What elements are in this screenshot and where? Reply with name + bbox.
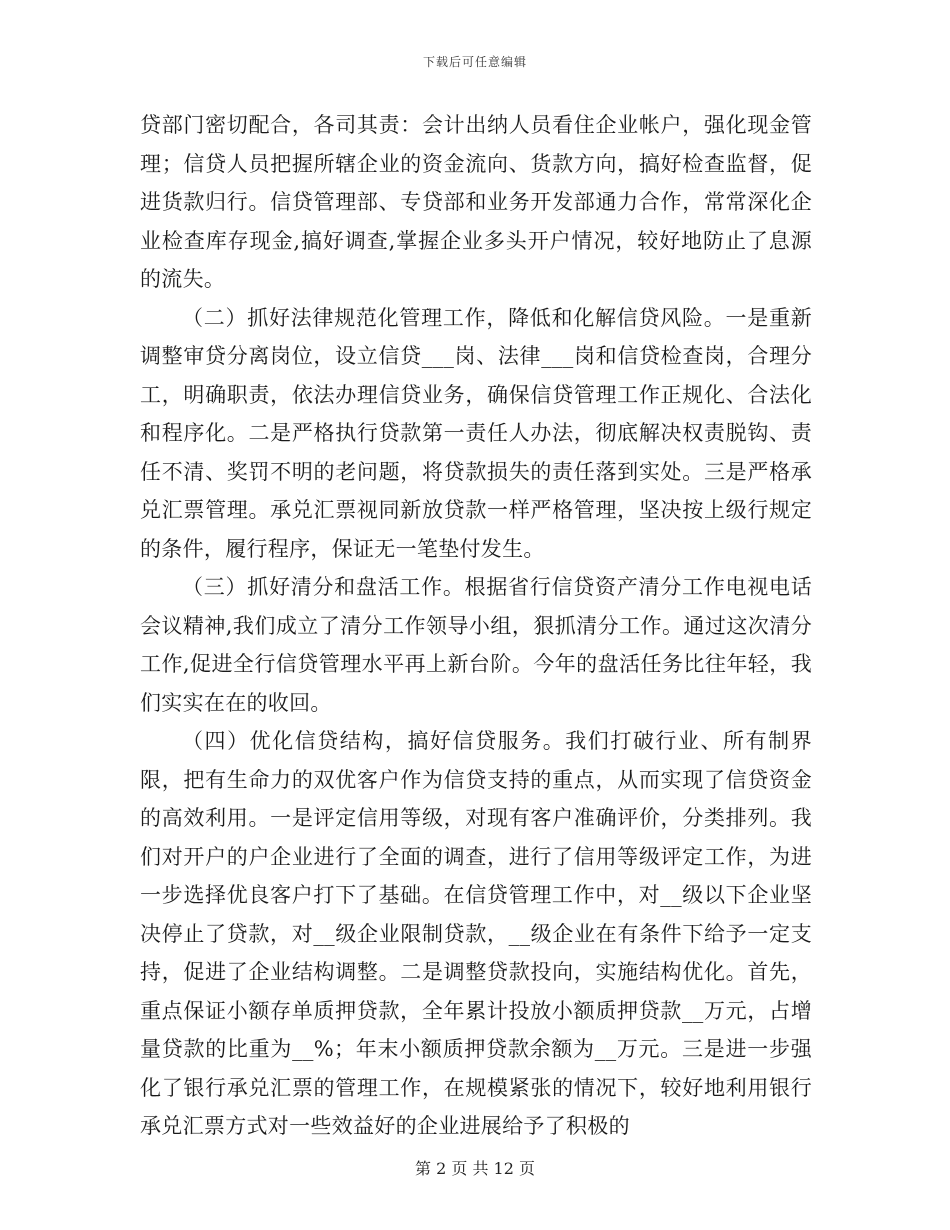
document-body [140,106,812,1146]
page-header: 下载后可任意编辑 [422,55,527,69]
paragraph-continuation: 贷部门密切配合，各司其责：会计出纳人员看住企业帐户，强化现金管理；信贷人员把握所辖企业的资金流向、货款方向，搞好检查监督，促进货款归行。信贷管理部、专贷部和业务开发部通力合作，常常深化企业检查库存现金,搞好调查,掌握企业多头开户情况，较好地防止了息源的流失。 [140,113,812,291]
paragraph-section-4: （四）优化信贷结构，搞好信贷服务。我们打破行业、所有制界限，把有生命力的双优客户作为信贷支持的重点，从而实现了信贷资金的高效利用。一是评定信用等级，对现有客户准确评价，分类排列。我们对开户的户企业进行了全面的调查，进行了信用等级评定工作，为进一步选择优良客户打下了基础。在信贷管理工作中，对__级以下企业坚决停止了贷款，对__级企业限制贷款，__级企业在有条件下给予一定支持，促进了企业结构调整。二是调整贷款投向，实施结构优化。首先，重点保证小额存单质押贷款，全年累计投放小额质押贷款__万元，占增量贷款的比重为__%；年末小额质押贷款余额为__万元。三是进一步强化了银行承兑汇票的管理工作，在规模紧张的情况下，较好地利用银行承兑汇票方式对一些效益好的企业进展给予了积极的 [140,729,812,1138]
page-footer: 第 2 页 共 12 页 [415,1159,535,1178]
paragraph-section-3: （三）抓好清分和盘活工作。根据省行信贷资产清分工作电视电话会议精神,我们成立了清分工作领导小组，狠抓清分工作。通过这次清分工作,促进全行信贷管理水平再上新台阶。今年的盘活任务比往年轻，我们实实在在的收回。 [140,575,812,715]
paragraph-section-2: （二）抓好法律规范化管理工作，降低和化解信贷风险。一是重新调整审贷分离岗位，设立信贷___岗、法律___岗和信贷检查岗，合理分工，明确职责，依法办理信贷业务，确保信贷管理工作正规化、合法化和程序化。二是严格执行贷款第一责任人办法，彻底解决权责脱钩、责任不清、奖罚不明的老问题，将贷款损失的责任落到实处。三是严格承兑汇票管理。承兑汇票视同新放贷款一样严格管理，坚决按上级行规定的条件，履行程序，保证无一笔垫付发生。 [140,305,812,561]
